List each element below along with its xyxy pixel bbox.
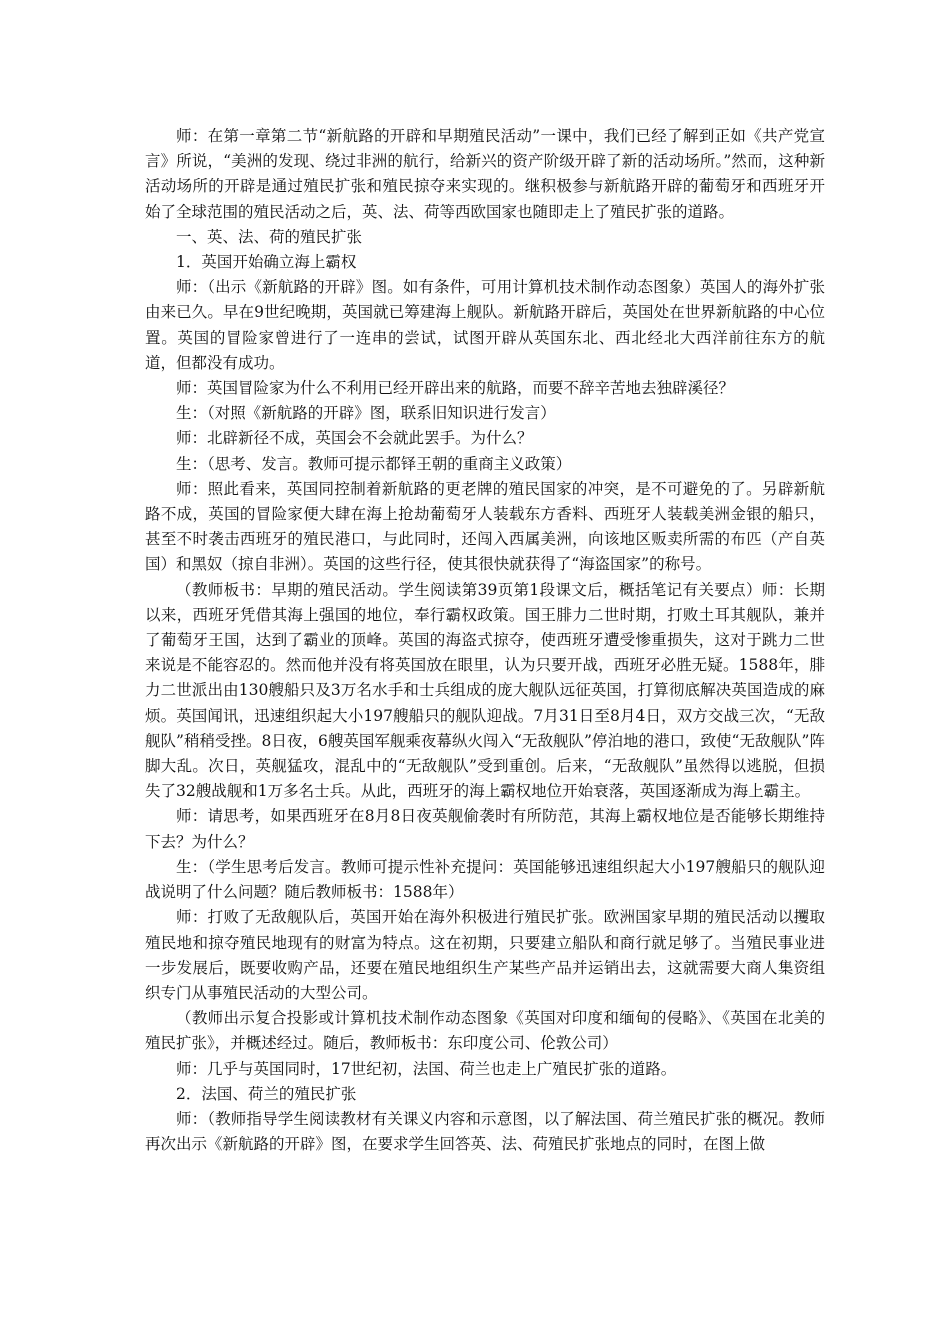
document-body [145,124,825,1157]
paragraph: 师：照此看来，英国同控制着新航路的更老牌的殖民国家的冲突，是不可避免的了。另辟新航路不成，英国的冒险家便大肆在海上抢劫葡萄牙人装载东方香料、西班牙人装载美洲金银的船只，甚至不时袭击西班牙的殖民港口，与此同时，还闯入西属美洲，向该地区贩卖所需的布匹（产自英国）和黑奴（掠自非洲）。英国的这些行径，使其很快就获得了“海盗国家”的称号。 [145,479,825,574]
paragraph: 师：（出示《新航路的开辟》图。如有条件，可用计算机技术制作动态图象）英国人的海外扩张由来已久。早在9世纪晚期，英国就已筹建海上舰队。新航路开辟后，英国处在世界新航路的中心位置。英国的冒险家曾进行了一连串的尝试，试图开辟从英国东北、西北经北大西洋前往东方的航道，但都没有成功。 [145,278,825,372]
paragraph: 生：（思考、发言。教师可提示都铎王朝的重商主义政策） [176,454,572,473]
subsection-heading: 2．法国、荷兰的殖民扩张 [176,1084,357,1103]
paragraph: 生：（对照《新航路的开辟》图，联系旧知识进行发言） [176,404,556,423]
paragraph: 师：打败了无敌舰队后，英国开始在海外积极进行殖民扩张。欧洲国家早期的殖民活动以攫取殖民地和掠夺殖民地现有的财富为特点。这在初期，只要建立船队和商行就足够了。当殖民事业进一步发展后，既要收购产品，还要在殖民地组织生产某些产品并运销出去，这就需要大商人集资组织专门从事殖民活动的大型公司。 [145,908,825,1002]
subsection-heading: 1．英国开始确立海上霸权 [176,253,357,272]
paragraph: （教师板书：早期的殖民活动。学生阅读第39页第1段课文后，概括笔记有关要点）师：长期以来，西班牙凭借其海上强国的地位，奉行霸权政策。国王腓力二世时期，打败土耳其舰队，兼并了葡萄牙王国，达到了霸业的顶峰。英国的海盗式掠夺，使西班牙遭受惨重损失，这对于跳力二世来说是不能容忍的。然而他并没有将英国放在眼里，认为只要开战，西班牙必胜无疑。1588年，腓力二世派出由130艘船只及3万名水手和士兵组成的庞大舰队远征英国，打算彻底解决英国造成的麻烦。英国闻讯，迅速组织起大小197艘船只的舰队迎战。7月31日至8月4日，双方交战三次，“无敌舰队”稍稍受挫。8日夜，6艘英国军舰乘夜幕纵火闯入“无敌舰队”停泊地的港口，致使“无敌舰队”阵脚大乱。次日，英舰猛攻，混乱中的“无敌舰队”受到重创。后来，“无敌舰队”虽然得以逃脱，但损失了32艘战舰和1万多名士兵。从此，西班牙的海上霸权地位开始衰落，英国逐渐成为海上霸主。 [145,580,825,801]
section-heading: 一、英、法、荷的殖民扩张 [176,227,363,246]
paragraph-intro: 师：在第一章第二节“新航路的开辟和早期殖民活动”一课中，我们已经了解到正如《共产党宣言》所说，“美洲的发现、绕过非洲的航行，给新兴的资产阶级开辟了新的活动场所。”然而，这种新活动场所的开辟是通过殖民扩张和殖民掠夺来实现的。继积极参与新航路开辟的葡萄牙和西班牙开始了全球范围的殖民活动之后，英、法、荷等西欧国家也随即走上了殖民扩张的道路。 [145,127,825,221]
paragraph: 师：英国冒险家为什么不利用已经开辟出来的航路，而要不辞辛苦地去独辟溪径？ [176,379,735,398]
paragraph: 师：请思考，如果西班牙在8月8日夜英舰偷袭时有所防范，其海上霸权地位是否能够长期维持下去？为什么？ [145,807,825,851]
paragraph: 师：（教师指导学生阅读教材有关课义内容和示意图，以了解法国、荷兰殖民扩张的概况。教师再次出示《新航路的开辟》图，在要求学生回答英、法、荷殖民扩张地点的同时，在图上做 [145,1109,825,1154]
paragraph: （教师出示复合投影或计算机技术制作动态图象《英国对印度和缅甸的侵略》、《英国在北美的殖民扩张》，并概述经过。随后，教师板书：东印度公司、伦敦公司） [145,1009,825,1053]
paragraph: 师：几乎与英国同时，17世纪初，法国、荷兰也走上广殖民扩张的道路。 [176,1059,677,1078]
paragraph: 生：（学生思考后发言。教师可提示性补充提问：英国能够迅速组织起大小197艘船只的舰队迎战说明了什么问题？随后教师板书：1588年） [145,857,825,902]
paragraph: 师：北辟新径不成，英国会不会就此罢手。为什么？ [176,429,533,448]
